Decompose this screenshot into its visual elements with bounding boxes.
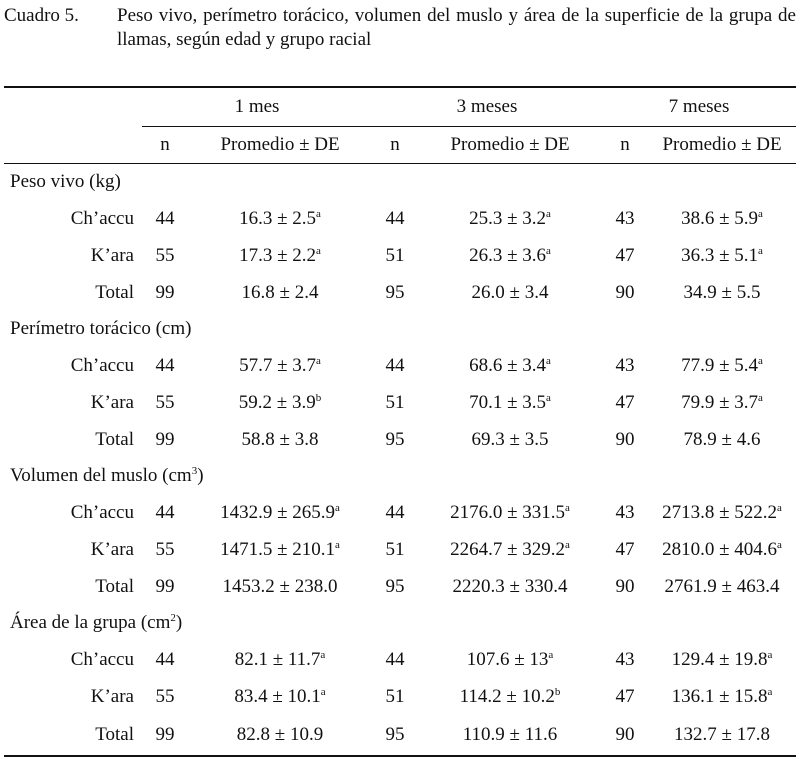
mean-sd-cell (188, 568, 372, 605)
mean-sd-value: 82.8 ± 10.9 (236, 724, 324, 745)
row-label: Ch’accu (70, 501, 134, 523)
n-column-header: n (142, 127, 188, 164)
significance-letter: b (554, 685, 561, 698)
significance-letter: a (546, 207, 551, 220)
mean-sd-value: 36.3 ± 5.1 (681, 244, 759, 266)
significance-letter: a (546, 391, 551, 404)
mean-sd-cell (648, 568, 796, 605)
significance-letter: a (335, 538, 340, 551)
significance-letter: a (316, 207, 321, 220)
mean-sd-value: 83.4 ± 10.1 (234, 685, 321, 707)
mean-sd-cell (418, 568, 602, 605)
mean-sd-cell (648, 200, 796, 237)
table-row (4, 421, 796, 458)
mean-sd-value: 2713.8 ± 522.2 (662, 501, 778, 523)
mean-sd-value: 69.3 ± 3.5 (471, 428, 549, 450)
mean-sd-value: 26.3 ± 3.6 (469, 244, 547, 266)
row-label: Total (95, 281, 134, 303)
n-cell: 99 (155, 428, 175, 450)
mean-sd-cell (188, 237, 372, 274)
mean-sd-cell (648, 641, 796, 678)
n-cell: 43 (615, 354, 635, 376)
caption-text: Peso vivo, perímetro torácico, volumen del muslo y área de la superficie de la grupa de llamas, según edad y grupo racial (117, 5, 796, 50)
mean-sd-cell (418, 384, 602, 421)
n-cell: 95 (385, 724, 405, 745)
n-cell: 44 (155, 354, 175, 376)
section-header-row (4, 164, 796, 201)
mean-sd-cell (418, 715, 602, 756)
row-label: Total (95, 724, 134, 745)
table-row (4, 568, 796, 605)
section-title-text: Área de la grupa (cm (10, 612, 171, 633)
n-cell: 95 (385, 281, 405, 303)
table-row (4, 715, 796, 756)
data-table (4, 86, 796, 757)
mean-sd-value: 17.3 ± 2.2 (239, 244, 317, 266)
subheader-corner (4, 127, 142, 164)
significance-letter: a (758, 207, 763, 220)
section-title-text: Perímetro torácico (cm) (10, 318, 192, 339)
n-cell: 43 (615, 501, 635, 523)
mean-sd-value: 82.1 ± 11.7 (234, 648, 321, 670)
table-row (4, 274, 796, 311)
row-label: Ch’accu (70, 354, 134, 376)
mean-sd-cell (418, 237, 602, 274)
mean-column-header: Promedio ± DE (418, 127, 602, 164)
n-cell: 44 (385, 354, 405, 376)
section-title (4, 311, 796, 347)
mean-sd-value: 59.2 ± 3.9 (238, 391, 316, 413)
age-group-header: 7 meses (602, 87, 796, 127)
section-title-text: Volumen del muslo (cm (10, 465, 192, 486)
significance-letter: a (758, 354, 763, 367)
mean-sd-value: 16.3 ± 2.5 (239, 207, 317, 229)
table-body (4, 164, 796, 757)
n-cell: 51 (385, 244, 405, 266)
mean-column-header: Promedio ± DE (188, 127, 372, 164)
mean-sd-cell (188, 274, 372, 311)
mean-sd-value: 2761.9 ± 463.4 (664, 575, 780, 597)
section-header-row (4, 605, 796, 641)
n-cell: 47 (615, 244, 635, 266)
mean-sd-cell (648, 384, 796, 421)
mean-sd-cell (188, 384, 372, 421)
mean-sd-cell (418, 494, 602, 531)
row-label: Ch’accu (70, 648, 134, 670)
table-row (4, 200, 796, 237)
mean-sd-cell (418, 347, 602, 384)
significance-letter: a (758, 244, 763, 257)
significance-letter: a (758, 391, 763, 404)
n-column-header: n (372, 127, 418, 164)
mean-sd-cell (418, 421, 602, 458)
n-cell: 44 (385, 207, 405, 229)
n-cell: 55 (155, 538, 175, 560)
mean-sd-cell (188, 531, 372, 568)
significance-letter: a (565, 538, 570, 551)
significance-letter: a (320, 648, 326, 661)
mean-sd-cell (648, 494, 796, 531)
mean-sd-value: 68.6 ± 3.4 (469, 354, 547, 376)
n-cell: 44 (385, 648, 405, 670)
section-title (4, 458, 796, 494)
n-cell: 55 (155, 244, 175, 266)
table-row (4, 347, 796, 384)
mean-sd-value: 1432.9 ± 265.9 (220, 501, 336, 523)
mean-sd-value: 107.6 ± 13 (466, 648, 549, 670)
section-header-row (4, 458, 796, 494)
n-cell: 55 (155, 685, 175, 707)
n-cell: 43 (615, 648, 635, 670)
n-cell: 44 (155, 501, 175, 523)
mean-sd-value: 2264.7 ± 329.2 (450, 538, 566, 560)
mean-sd-value: 136.1 ± 15.8 (671, 685, 768, 707)
table-row (4, 678, 796, 715)
mean-sd-cell (418, 641, 602, 678)
table-row (4, 641, 796, 678)
mean-sd-value: 77.9 ± 5.4 (681, 354, 759, 376)
n-cell: 51 (385, 538, 405, 560)
row-label: Ch’accu (70, 207, 134, 229)
mean-sd-cell (418, 274, 602, 311)
mean-sd-value: 78.9 ± 4.6 (683, 428, 761, 450)
significance-letter: a (316, 354, 321, 367)
section-title (4, 164, 796, 201)
column-subheader-row (4, 127, 796, 164)
row-label: Total (95, 428, 134, 450)
n-cell: 44 (155, 207, 175, 229)
n-cell: 44 (385, 501, 405, 523)
mean-sd-value: 58.8 ± 3.8 (241, 428, 319, 450)
mean-sd-cell (188, 421, 372, 458)
significance-letter: b (315, 391, 322, 404)
mean-sd-value: 16.8 ± 2.4 (241, 281, 319, 303)
significance-letter: a (777, 501, 782, 514)
n-cell: 47 (615, 685, 635, 707)
table-caption (4, 4, 796, 52)
n-cell: 90 (615, 724, 635, 745)
mean-sd-value: 25.3 ± 3.2 (469, 207, 547, 229)
significance-letter: a (548, 648, 554, 661)
row-label: K’ara (90, 685, 134, 707)
significance-letter: a (546, 244, 551, 257)
mean-sd-cell (188, 678, 372, 715)
n-cell: 43 (615, 207, 635, 229)
n-cell: 51 (385, 685, 405, 707)
mean-sd-value: 70.1 ± 3.5 (469, 391, 547, 413)
mean-sd-value: 2176.0 ± 331.5 (450, 501, 566, 523)
mean-sd-cell (648, 421, 796, 458)
mean-sd-cell (648, 347, 796, 384)
mean-sd-value: 129.4 ± 19.8 (671, 648, 768, 670)
n-cell: 95 (385, 575, 405, 597)
n-cell: 51 (385, 391, 405, 413)
mean-sd-cell (648, 274, 796, 311)
mean-sd-cell (648, 678, 796, 715)
significance-letter: a (335, 501, 340, 514)
n-cell: 47 (615, 538, 635, 560)
n-cell: 47 (615, 391, 635, 413)
mean-sd-cell (188, 347, 372, 384)
row-label: Total (95, 575, 134, 597)
row-label: K’ara (90, 244, 134, 266)
significance-letter: a (565, 501, 570, 514)
mean-sd-value: 2810.0 ± 404.6 (662, 538, 778, 560)
n-column-header: n (602, 127, 648, 164)
mean-sd-cell (418, 678, 602, 715)
caption-label: Cuadro 5. (4, 5, 79, 26)
table-row (4, 384, 796, 421)
row-label: K’ara (90, 538, 134, 560)
n-cell: 90 (615, 428, 635, 450)
mean-sd-value: 38.6 ± 5.9 (681, 207, 759, 229)
mean-sd-value: 132.7 ± 17.8 (674, 724, 770, 745)
n-cell: 99 (155, 575, 175, 597)
mean-sd-value: 110.9 ± 11.6 (462, 724, 558, 745)
mean-sd-value: 2220.3 ± 330.4 (452, 575, 568, 597)
mean-sd-value: 79.9 ± 3.7 (681, 391, 759, 413)
row-label: K’ara (90, 391, 134, 413)
n-cell: 55 (155, 391, 175, 413)
table-row (4, 531, 796, 568)
mean-sd-value: 34.9 ± 5.5 (683, 281, 761, 303)
significance-letter: a (767, 648, 773, 661)
mean-sd-value: 1453.2 ± 238.0 (222, 575, 338, 597)
mean-sd-cell (648, 531, 796, 568)
mean-sd-cell (188, 200, 372, 237)
mean-column-header: Promedio ± DE (648, 127, 796, 164)
mean-sd-value: 1471.5 ± 210.1 (220, 538, 336, 560)
section-title-tail: ) (197, 465, 204, 486)
section-title (4, 605, 796, 641)
age-group-header: 1 mes (142, 87, 372, 127)
n-cell: 90 (615, 281, 635, 303)
section-title-exponent: 2 (170, 612, 176, 624)
age-group-header: 3 meses (372, 87, 602, 127)
mean-sd-cell (188, 494, 372, 531)
significance-letter: a (767, 685, 773, 698)
significance-letter: a (777, 538, 782, 551)
section-header-row (4, 311, 796, 347)
table-row (4, 494, 796, 531)
mean-sd-value: 114.2 ± 10.2 (459, 685, 555, 707)
mean-sd-cell (188, 641, 372, 678)
significance-letter: a (320, 685, 326, 698)
n-cell: 99 (155, 724, 175, 745)
section-title-exponent: 3 (191, 465, 198, 477)
mean-sd-cell (188, 715, 372, 756)
mean-sd-cell (418, 531, 602, 568)
age-group-header-row (4, 87, 796, 127)
mean-sd-value: 57.7 ± 3.7 (239, 354, 317, 376)
mean-sd-cell (418, 200, 602, 237)
section-title-tail: ) (175, 612, 183, 633)
header-corner (4, 87, 142, 127)
n-cell: 90 (615, 575, 635, 597)
n-cell: 44 (155, 648, 175, 670)
section-title-text: Peso vivo (kg) (10, 171, 121, 192)
significance-letter: a (546, 354, 551, 367)
table-row (4, 237, 796, 274)
mean-sd-cell (648, 237, 796, 274)
significance-letter: a (316, 244, 321, 257)
n-cell: 99 (155, 281, 175, 303)
mean-sd-cell (648, 715, 796, 756)
n-cell: 95 (385, 428, 405, 450)
mean-sd-value: 26.0 ± 3.4 (471, 281, 549, 303)
